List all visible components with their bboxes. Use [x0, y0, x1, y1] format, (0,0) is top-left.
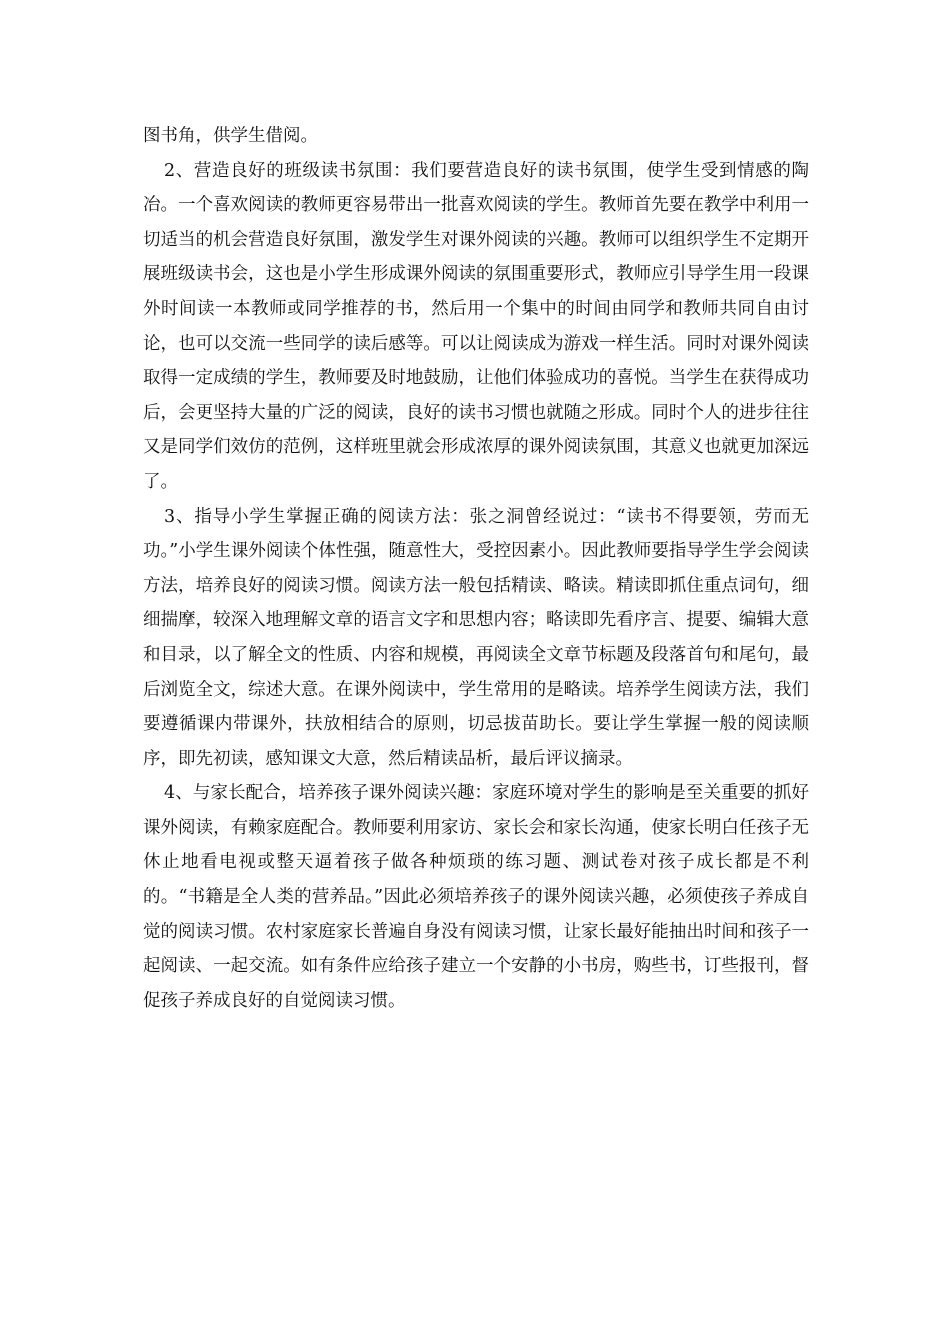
document-body	[143, 119, 809, 1018]
paragraph-continuation: 图书角，供学生借阅。	[143, 126, 318, 146]
paragraph-reading-methods: 3、指导小学生掌握正确的阅读方法：张之洞曾经说过：“读书不得要领，劳而无功。”小学生课外阅读个体性强，随意性大，受控因素小。因此教师要指导学生学会阅读方法，培养良好的阅读习惯。阅读方法一般包括精读、略读。精读即抓住重点词句，细细揣摩，较深入地理解文章的语言文字和思想内容；略读即先看序言、提要、编辑大意和目录，以了解全文的性质、内容和规模，再阅读全文章节标题及段落首句和尾句，最后浏览全文，综述大意。在课外阅读中，学生常用的是略读。培养学生阅读方法，我们要遵循课内带课外，扶放相结合的原则，切忌拔苗助长。要让学生掌握一般的阅读顺序，即先初读，感知课文大意，然后精读品析，最后评议摘录。	[143, 506, 809, 769]
paragraph-reading-atmosphere: 2、营造良好的班级读书氛围：我们要营造良好的读书氛围，使学生受到情感的陶冶。一个喜欢阅读的教师更容易带出一批喜欢阅读的学生。教师首先要在教学中利用一切适当的机会营造良好氛围，激发学生对课外阅读的兴趣。教师可以组织学生不定期开展班级读书会，这也是小学生形成课外阅读的氛围重要形式，教师应引导学生用一段课外时间读一本教师或同学推荐的书，然后用一个集中的时间由同学和教师共同自由讨论，也可以交流一些同学的读后感等。可以让阅读成为游戏一样生活。同时对课外阅读取得一定成绩的学生，教师要及时地鼓励，让他们体验成功的喜悦。当学生在获得成功后，会更坚持大量的广泛的阅读，良好的读书习惯也就随之形成。同时个人的进步往往又是同学们效仿的范例，这样班里就会形成浓厚的课外阅读氛围，其意义也就更加深远了。	[143, 160, 809, 492]
paragraph-parent-cooperation: 4、与家长配合，培养孩子课外阅读兴趣：家庭环境对学生的影响是至关重要的抓好课外阅读，有赖家庭配合。教师要利用家访、家长会和家长沟通，使家长明白任孩子无休止地看电视或整天逼着孩子做各种烦琐的练习题、测试卷对孩子成长都是不利的。“书籍是全人类的营养品。”因此必须培养孩子的课外阅读兴趣，必须使孩子养成自觉的阅读习惯。农村家庭家长普遍自身没有阅读习惯，让家长最好能抽出时间和孩子一起阅读、一起交流。如有条件应给孩子建立一个安静的小书房，购些书，订些报刊，督促孩子养成良好的自觉阅读习惯。	[143, 783, 809, 1011]
